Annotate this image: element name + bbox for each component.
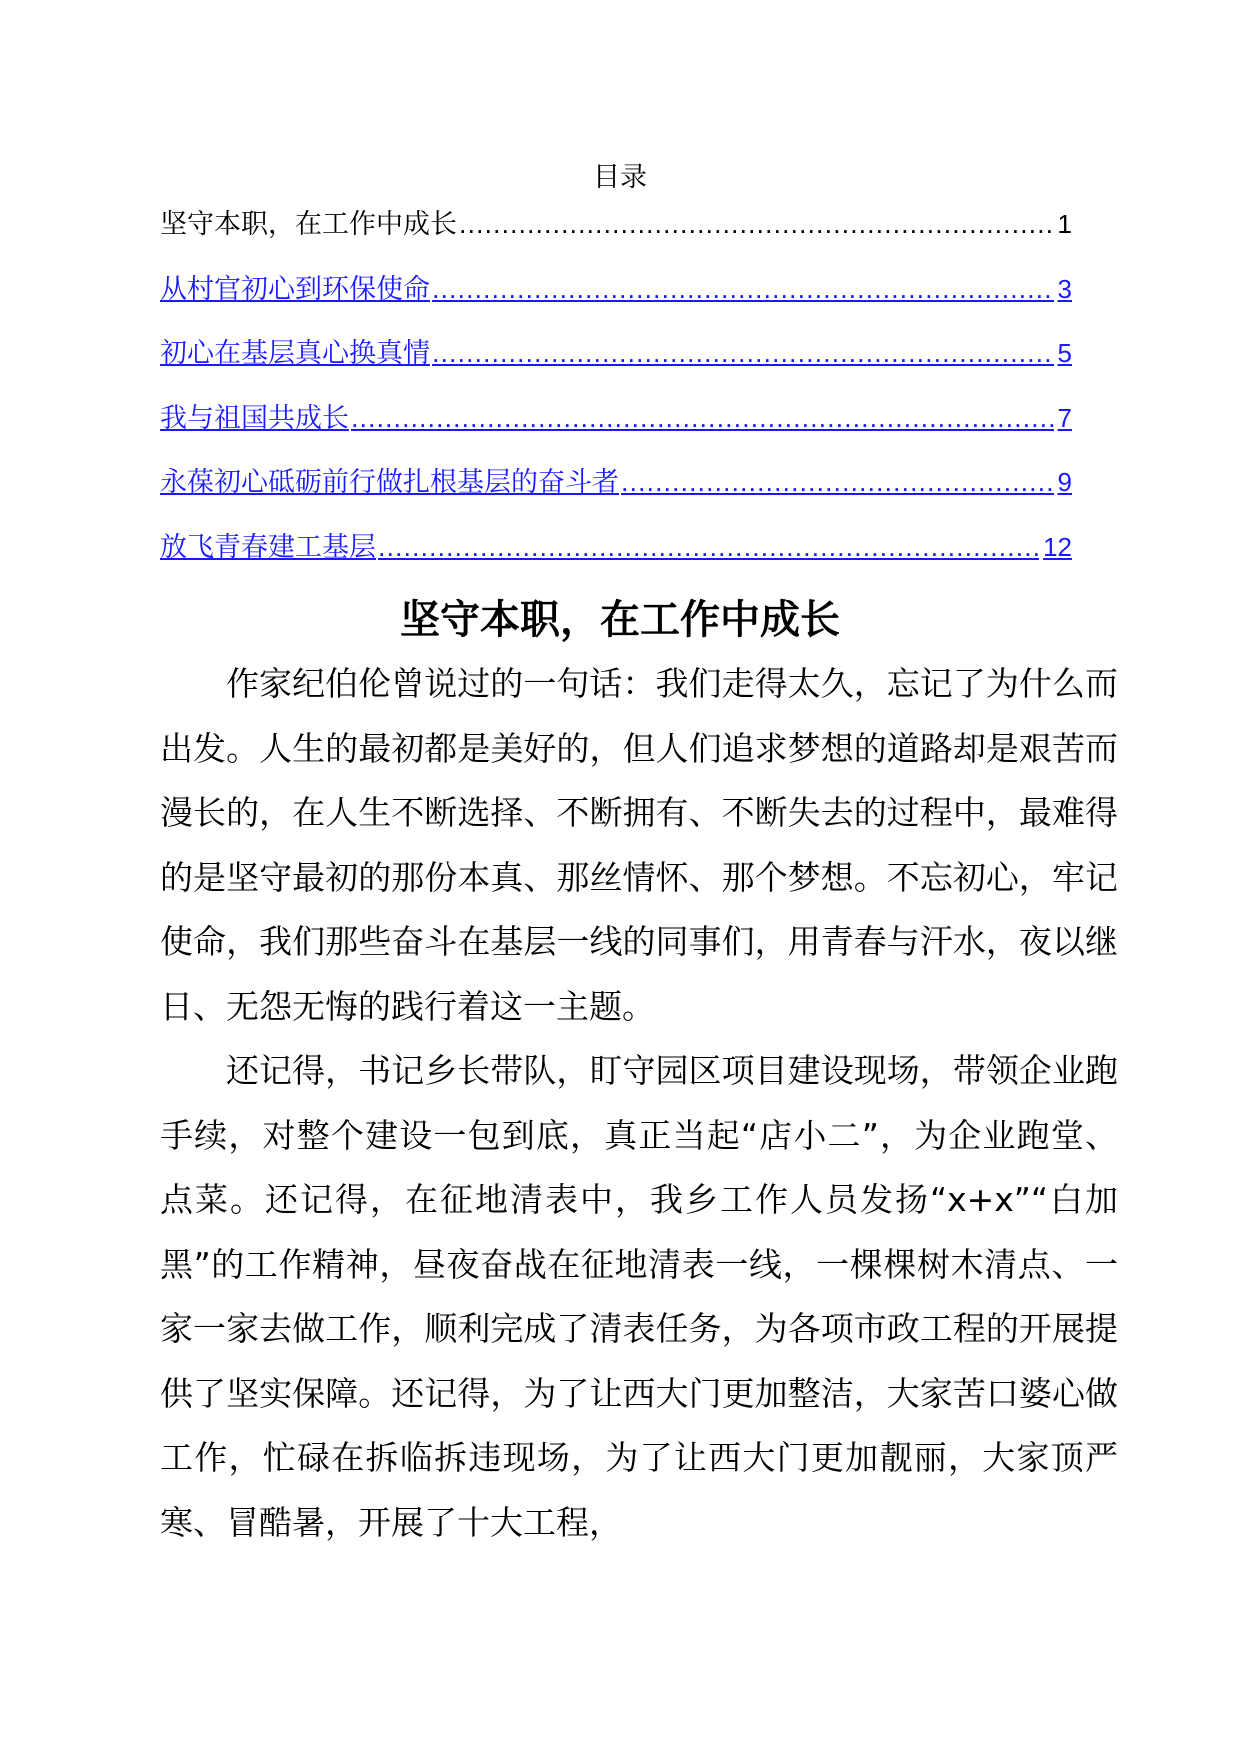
toc-entry-label: 我与祖国共成长 — [160, 402, 349, 434]
article-paragraph: 还记得，书记乡长带队，盯守园区项目建设现场，带领企业跑手续，对整个建设一包到底，真正当起“店小二”，为企业跑堂、点菜。还记得，在征地清表中，我乡工作人员发扬“x+x”“白加黑”的工作精神，昼夜奋战在征地清表一线，一棵棵树木清点、一家一家去做工作，顺利完成了清表任务，为各项市政工程的开展提供了坚实保障。还记得，为了让西大门更加整洁，大家苦口婆心做工作，忙碌在拆临拆违现场，为了让西大门更加靓丽，大家顶严寒、冒酷暑，开展了十大工程， — [160, 1051, 1118, 1542]
toc-dot-leader — [432, 269, 1054, 309]
toc-page-number: 12 — [1043, 531, 1072, 562]
toc-page-number: 3 — [1057, 273, 1072, 304]
toc-entry-label: 坚守本职，在工作中成长 — [160, 209, 457, 240]
toc-page-number: 5 — [1057, 338, 1072, 368]
table-of-contents — [160, 204, 1072, 591]
toc-entry-1[interactable] — [160, 204, 1072, 269]
toc-entry-label: 永葆初心砥砺前行做扎根基层的奋斗者 — [160, 467, 619, 498]
toc-entry-2[interactable] — [160, 269, 1072, 334]
toc-entry-label: 初心在基层真心换真情 — [160, 338, 430, 369]
toc-page-number: 9 — [1057, 467, 1072, 497]
toc-page-number: 7 — [1057, 402, 1072, 433]
toc-dot-leader — [351, 398, 1054, 438]
toc-entry-label: 放飞青春建工基层 — [160, 531, 376, 563]
article-body — [160, 652, 1118, 1555]
toc-dot-leader — [459, 204, 1054, 244]
toc-entry-3[interactable] — [160, 333, 1072, 398]
article-title: 坚守本职，在工作中成长 — [400, 597, 840, 643]
toc-entry-4[interactable] — [160, 398, 1072, 463]
article-paragraph: 作家纪伯伦曾说过的一句话：我们走得太久，忘记了为什么而出发。人生的最初都是美好的，但人们追求梦想的道路却是艰苦而漫长的，在人生不断选择、不断拥有、不断失去的过程中，最难得的是坚守最初的那份本真、那丝情怀、那个梦想。不忘初心，牢记使命，我们那些奋斗在基层一线的同事们，用青春与汗水，夜以继日、无怨无悔的践行着这一主题。 — [160, 664, 1118, 1026]
toc-dot-leader — [378, 527, 1039, 567]
toc-dot-leader — [432, 333, 1054, 373]
toc-entry-6[interactable] — [160, 527, 1072, 592]
toc-dot-leader — [621, 462, 1054, 502]
toc-entry-label: 从村官初心到环保使命 — [160, 273, 430, 305]
toc-title: 目录 — [593, 162, 647, 193]
toc-entry-5[interactable] — [160, 462, 1072, 527]
toc-page-number: 1 — [1057, 209, 1072, 239]
